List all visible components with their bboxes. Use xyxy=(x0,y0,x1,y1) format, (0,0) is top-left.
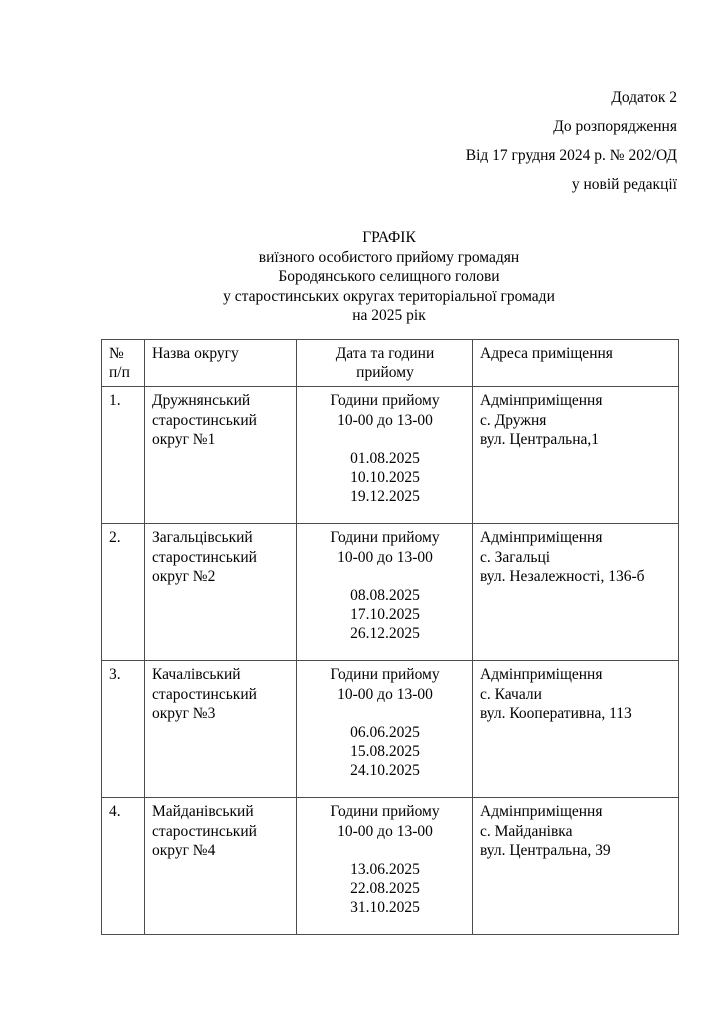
address-line2: с. Загальці xyxy=(480,548,551,566)
row-address xyxy=(473,524,679,661)
reception-hours-label: Години прийому xyxy=(330,392,440,410)
reception-hours-label: Години прийому xyxy=(330,666,440,684)
spacer xyxy=(304,841,466,860)
column-header-number-line1: № xyxy=(109,345,124,362)
column-header-district-line1: Назва округу xyxy=(152,345,239,362)
title-subline-3: у старостинських округах територіальної громади xyxy=(223,287,555,305)
district-name-line1: Дружнянський xyxy=(152,392,251,410)
address-line3: вул. Кооперативна, 113 xyxy=(480,704,632,722)
reception-hours-value: 10-00 до 13-00 xyxy=(337,411,433,429)
address-line1: Адмінприміщення xyxy=(480,666,603,684)
header-line-appendix: Додаток 2 xyxy=(611,89,677,106)
row-datetime xyxy=(297,387,473,524)
header-line-revision: у новій редакції xyxy=(571,176,677,193)
district-name-line2: старостинський xyxy=(152,411,257,429)
table-row xyxy=(102,387,679,524)
reception-date-1: 13.06.2025 xyxy=(350,861,420,878)
table-header-row xyxy=(102,340,679,387)
row-number: 1. xyxy=(102,387,145,524)
reception-date-2: 15.08.2025 xyxy=(350,743,420,761)
column-header-datetime xyxy=(297,340,473,387)
district-name-line3: округ №1 xyxy=(152,430,216,448)
row-number: 2. xyxy=(102,524,145,661)
reception-hours-label: Години прийому xyxy=(330,529,440,547)
column-header-district xyxy=(145,340,297,387)
district-name-line1: Майданівський xyxy=(152,803,254,821)
row-district-name xyxy=(145,524,297,661)
row-datetime xyxy=(297,524,473,661)
row-district-name xyxy=(145,661,297,798)
address-line3: вул. Незалежності, 136-б xyxy=(480,567,645,585)
address-line3: вул. Центральна,1 xyxy=(480,430,600,448)
table-header xyxy=(102,340,679,387)
reception-date-1: 08.08.2025 xyxy=(350,587,420,604)
reception-date-3: 31.10.2025 xyxy=(350,899,420,917)
spacer xyxy=(304,704,466,723)
address-line3: вул. Центральна, 39 xyxy=(480,841,611,859)
table-row xyxy=(102,798,679,935)
reception-date-1: 06.06.2025 xyxy=(350,724,420,741)
row-number: 4. xyxy=(102,798,145,935)
title-subline-1: виїзного особистого прийому громадян xyxy=(258,248,520,266)
district-name-line2: старостинський xyxy=(152,822,257,840)
reception-hours-value: 10-00 до 13-00 xyxy=(337,685,433,703)
column-header-number-line2: п/п xyxy=(109,364,130,382)
reception-date-3: 19.12.2025 xyxy=(350,488,420,506)
reception-date-2: 22.08.2025 xyxy=(350,880,420,898)
address-line2: с. Дружня xyxy=(480,411,547,429)
table-body xyxy=(102,387,679,935)
title-subline-4: на 2025 рік xyxy=(352,307,426,324)
reception-hours-value: 10-00 до 13-00 xyxy=(337,822,433,840)
spacer xyxy=(304,567,466,586)
column-header-address xyxy=(473,340,679,387)
header-line-order-number: Від 17 грудня 2024 р. № 202/ОД xyxy=(465,147,677,164)
district-name-line3: округ №4 xyxy=(152,841,216,859)
row-number: 3. xyxy=(102,661,145,798)
document-header-block xyxy=(0,83,677,199)
header-line-order: До розпорядження xyxy=(553,118,677,135)
row-datetime xyxy=(297,798,473,935)
reception-date-2: 10.10.2025 xyxy=(350,469,420,487)
address-line1: Адмінприміщення xyxy=(480,803,603,821)
district-name-line2: старостинський xyxy=(152,548,257,566)
row-address xyxy=(473,661,679,798)
reception-hours-label: Години прийому xyxy=(330,803,440,821)
table-row xyxy=(102,524,679,661)
reception-date-2: 17.10.2025 xyxy=(350,606,420,624)
row-address xyxy=(473,798,679,935)
spacer xyxy=(304,430,466,449)
district-name-line1: Загальцівський xyxy=(152,529,253,547)
address-line2: с. Майданівка xyxy=(480,822,573,840)
address-line1: Адмінприміщення xyxy=(480,529,603,547)
address-line2: с. Качали xyxy=(480,685,542,703)
district-name-line2: старостинський xyxy=(152,685,257,703)
schedule-table xyxy=(101,339,679,935)
row-district-name xyxy=(145,798,297,935)
row-district-name xyxy=(145,387,297,524)
column-header-datetime-line1: Дата та години xyxy=(335,345,435,362)
district-name-line3: округ №3 xyxy=(152,704,216,722)
schedule-table-container xyxy=(101,339,678,935)
reception-date-3: 24.10.2025 xyxy=(350,762,420,780)
document-title-block xyxy=(101,228,677,326)
row-address xyxy=(473,387,679,524)
table-row xyxy=(102,661,679,798)
district-name-line3: округ №2 xyxy=(152,567,216,585)
page-title: ГРАФІК xyxy=(362,229,416,246)
reception-date-3: 26.12.2025 xyxy=(350,625,420,643)
address-line1: Адмінприміщення xyxy=(480,392,603,410)
reception-hours-value: 10-00 до 13-00 xyxy=(337,548,433,566)
column-header-address-line1: Адреса приміщення xyxy=(480,345,613,362)
title-subline-2: Бородянського селищного голови xyxy=(278,268,500,285)
reception-date-1: 01.08.2025 xyxy=(350,450,420,467)
row-datetime xyxy=(297,661,473,798)
column-header-number xyxy=(102,340,145,387)
district-name-line1: Качалівський xyxy=(152,666,241,684)
column-header-datetime-line2: прийому xyxy=(356,364,414,382)
